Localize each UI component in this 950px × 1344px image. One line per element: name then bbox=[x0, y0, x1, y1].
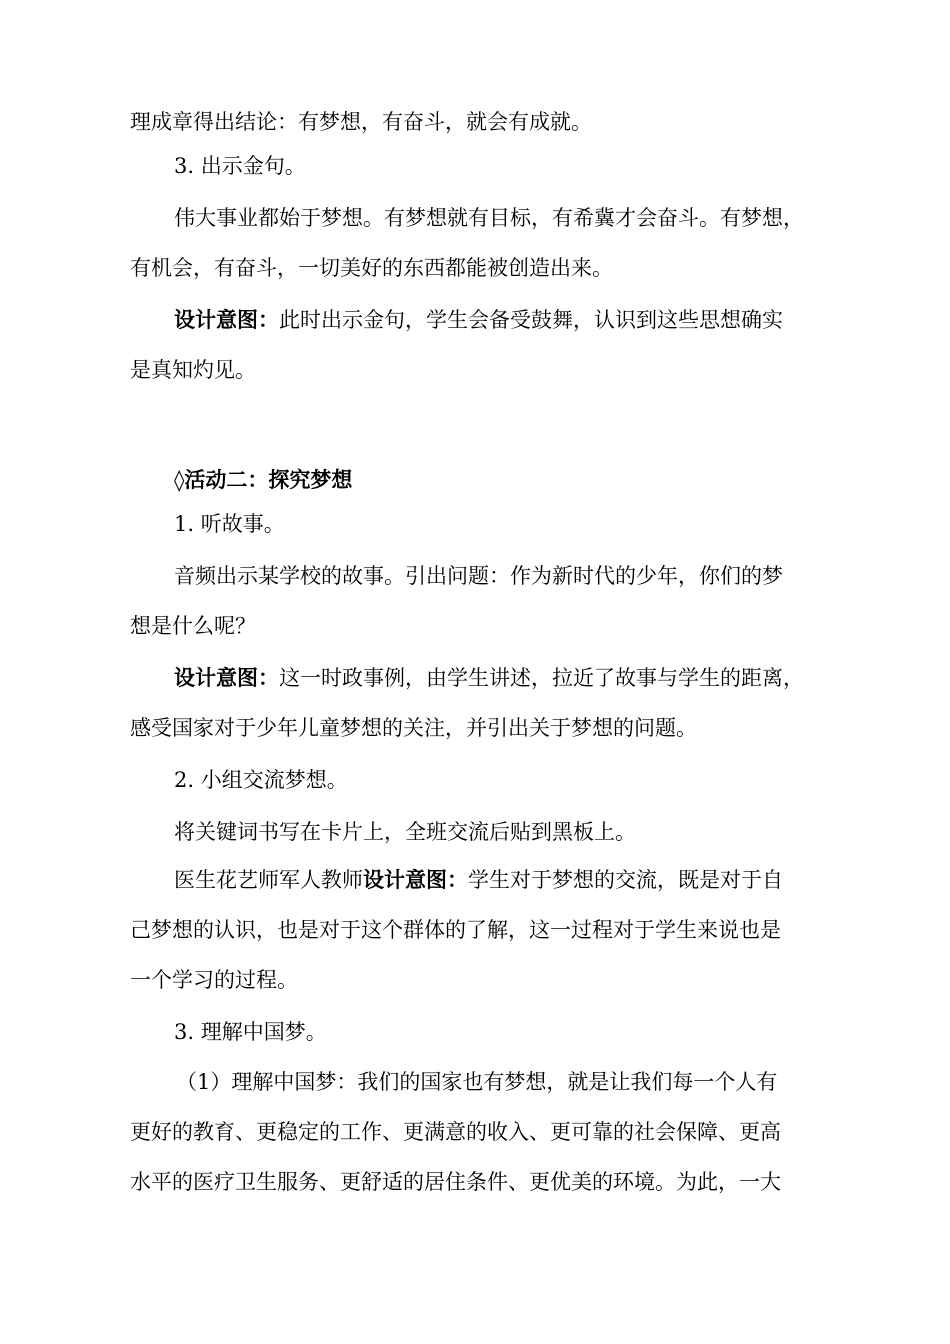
paragraph-line: 己梦想的认识，也是对于这个群体的了解，这一过程对于学生来说也是 bbox=[130, 918, 781, 942]
design-intent-label: 设计意图： bbox=[174, 308, 279, 332]
design-intent-text: 这一时政事例，由学生讲述，拉近了故事与学生的距离， bbox=[279, 666, 804, 690]
paragraph-line: 更好的教育、更稳定的工作、更满意的收入、更可靠的社会保障、更高 bbox=[130, 1120, 781, 1144]
section-heading: ◊活动二：探究梦想 bbox=[174, 468, 353, 492]
design-intent-line bbox=[174, 866, 874, 894]
design-intent-label: 设计意图： bbox=[174, 666, 279, 690]
paragraph-line: 将关键词书写在卡片上，全班交流后贴到黑板上。 bbox=[174, 820, 636, 844]
design-intent-text: 此时出示金句，学生会备受鼓舞，认识到这些思想确实 bbox=[279, 308, 783, 332]
paragraph-line: 水平的医疗卫生服务、更舒适的居住条件、更优美的环境。为此，一大 bbox=[130, 1170, 781, 1194]
paragraph-line: 是真知灼见。 bbox=[130, 358, 256, 382]
list-item: 3. 理解中国梦。 bbox=[174, 1020, 327, 1044]
paragraph-line: 感受国家对于少年儿童梦想的关注，并引出关于梦想的问题。 bbox=[130, 716, 697, 740]
paragraph-line: 想是什么呢？ bbox=[130, 614, 256, 638]
design-intent-text: 学生对于梦想的交流，既是对于自 bbox=[468, 868, 783, 892]
paragraph-line: 伟大事业都始于梦想。有梦想就有目标，有希冀才会奋斗。有梦想， bbox=[174, 206, 804, 230]
paragraph-line: 理成章得出结论：有梦想，有奋斗，就会有成就。 bbox=[130, 110, 592, 134]
paragraph-line: 一个学习的过程。 bbox=[130, 968, 298, 992]
cards-text: 医生花艺师军人教师 bbox=[174, 868, 363, 892]
design-intent-line bbox=[174, 664, 874, 692]
design-intent-line bbox=[174, 306, 874, 334]
paragraph-line: （1）理解中国梦：我们的国家也有梦想，就是让我们每一个人有 bbox=[176, 1070, 778, 1094]
paragraph-line: 音频出示某学校的故事。引出问题：作为新时代的少年，你们的梦 bbox=[174, 564, 783, 588]
list-item: 3. 出示金句。 bbox=[174, 154, 306, 178]
paragraph-line: 有机会，有奋斗，一切美好的东西都能被创造出来。 bbox=[130, 256, 613, 280]
list-item: 1. 听故事。 bbox=[174, 512, 285, 536]
design-intent-label: 设计意图： bbox=[363, 868, 468, 892]
list-item: 2. 小组交流梦想。 bbox=[174, 768, 348, 792]
